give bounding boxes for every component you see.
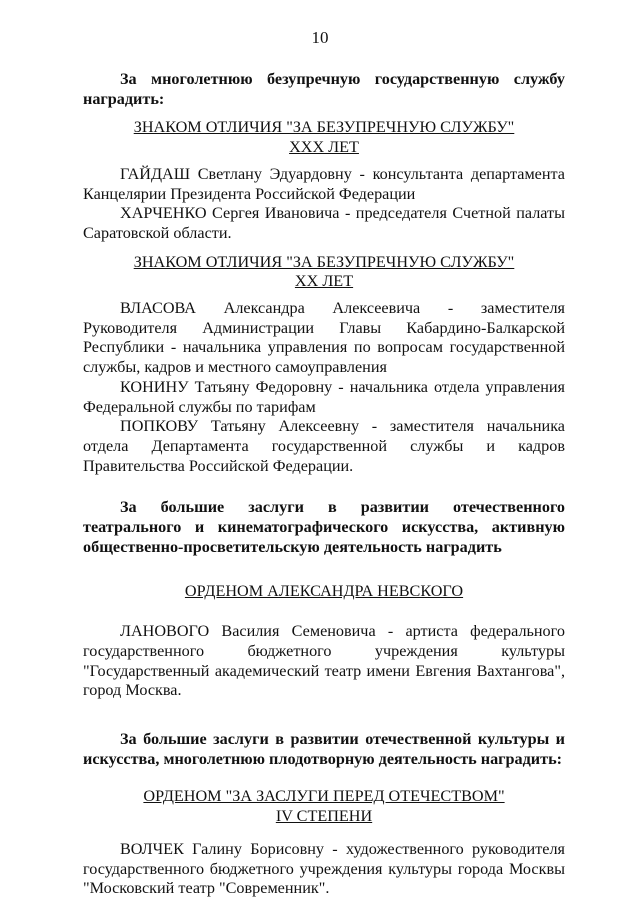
section3-intro: За большие заслуги в развитии отечественной культуры и искусства, многолетнюю плодотворную деятельность наградить: (83, 729, 565, 768)
person-entry: ЛАНОВОГО Василия Семеновича - артиста федерального государственного бюджетного учреждения культуры "Государственный академический театр имени Евгения Вахтангова", город Москва. (83, 622, 565, 700)
section1-intro: За многолетнюю безупречную государственную службу наградить: (83, 70, 565, 108)
award-title: ОРДЕНОМ "ЗА ЗАСЛУГИ ПЕРЕД ОТЕЧЕСТВОМ" (143, 787, 505, 806)
award-title: ОРДЕНОМ АЛЕКСАНДРА НЕВСКОГО (184, 582, 464, 601)
person-entry: ГАЙДАШ Светлану Эдуардовну - консультанта департамента Канцелярии Президента Российской Федерации (83, 164, 565, 203)
award-title: ЗНАКОМ ОТЛИЧИЯ "ЗА БЕЗУПРЕЧНУЮ СЛУЖБУ" (133, 118, 515, 137)
award-heading (83, 582, 565, 602)
person-entry: ХАРЧЕНКО Сергея Ивановича - председателя Счетной палаты Саратовской области. (83, 204, 565, 242)
award-degree: IV СТЕПЕНИ (275, 807, 373, 826)
person-entry: ВОЛЧЕК Галину Борисовну - художественного руководителя государственного бюджетного учреждения культуры города Москвы "Московский театр "Современник". (83, 839, 565, 898)
award-heading (83, 787, 565, 826)
person-entry: ВЛАСОВА Александра Алексеевича - заместителя Руководителя Администрации Главы Кабардино-Балкарской Республики - начальника управления по вопросам государственной службы, кадров и местного самоуправления (83, 299, 565, 377)
award-heading (83, 118, 565, 157)
award-degree: XXX ЛЕТ (289, 138, 359, 157)
section2-intro: За большие заслуги в развитии отечественного театрального и кинематографического искусства, активную общественно-просветительскую деятельность наградить (83, 498, 565, 556)
award-title: ЗНАКОМ ОТЛИЧИЯ "ЗА БЕЗУПРЕЧНУЮ СЛУЖБУ" (133, 252, 515, 271)
person-entry: КОНИНУ Татьяну Федоровну - начальника отдела управления Федеральной службы по тарифам (83, 377, 565, 416)
person-entry: ПОПКОВУ Татьяну Алексеевну - заместителя начальника отдела Департамента государственной службы и кадров Правительства Российской Федерации. (83, 417, 565, 475)
award-heading (83, 253, 565, 292)
page-number: 10 (311, 28, 329, 47)
award-degree: XX ЛЕТ (294, 272, 354, 291)
document-body (83, 70, 565, 899)
